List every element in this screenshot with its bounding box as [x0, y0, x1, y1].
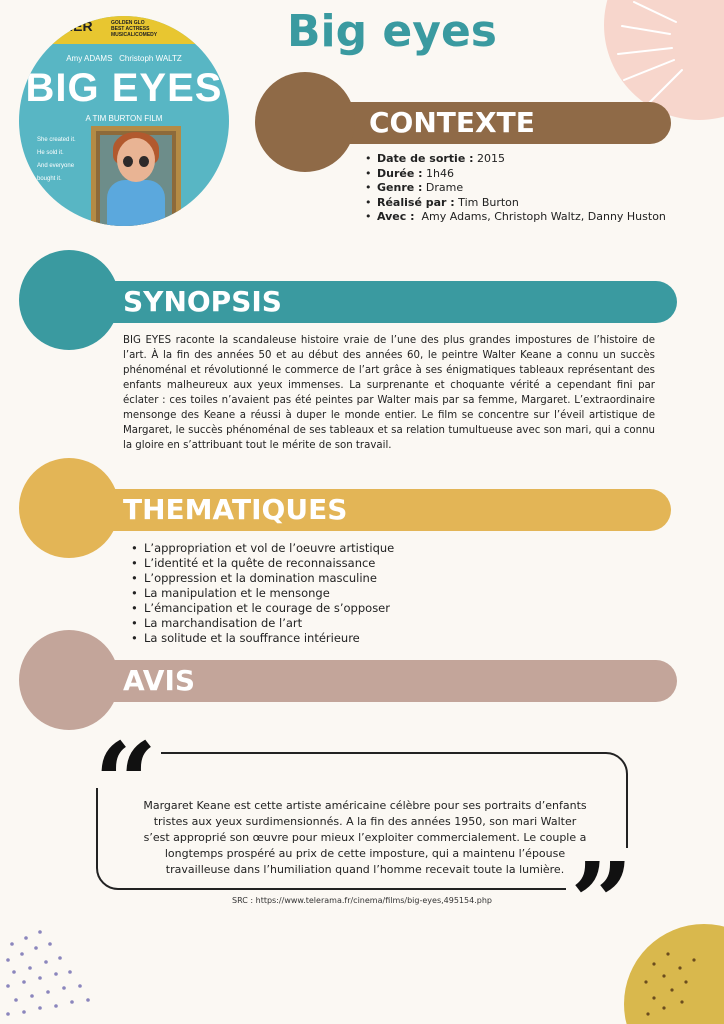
- page-title: Big eyes: [287, 6, 497, 57]
- poster-tagline: She created it. He sold it. And everyone bought it.: [37, 137, 76, 182]
- poster-title: BIG EYES: [25, 66, 223, 110]
- list-item: • L’identité et la quête de reconnaissance: [130, 556, 394, 571]
- list-item: • Durée : 1h46: [363, 167, 666, 182]
- movie-poster: [19, 16, 229, 226]
- list-item: • L’oppression et la domination masculine: [130, 571, 394, 586]
- poster-band-award: GOLDEN GLO BEST ACTRESS MUSICAL/COMEDY: [111, 20, 158, 38]
- list-item: • L’appropriation et vol de l’oeuvre artistique: [130, 541, 394, 556]
- decorative-dotted-circle: [624, 924, 724, 1024]
- list-item: • La marchandisation de l’art: [130, 616, 394, 631]
- list-item: • Genre : Drame: [363, 181, 666, 196]
- list-item: • L’émancipation et le courage de s’opposer: [130, 601, 394, 616]
- thematiques-list: [130, 541, 394, 646]
- poster-cast-2: Christoph WALTZ: [119, 54, 182, 63]
- poster-girl-eye: [139, 156, 149, 167]
- contexte-heading: CONTEXTE: [369, 106, 535, 139]
- list-item: • Avec : Amy Adams, Christoph Waltz, Danny Huston: [363, 210, 666, 225]
- poster-band-left: NER: [63, 18, 93, 34]
- poster-girl-dress: [107, 180, 165, 226]
- avis-quote-text: Margaret Keane est cette artiste américaine célèbre pour ses portraits d’enfants tristes aux yeux surdimensionnés. A la fin des années 1950, son mari Walter s’est approprié son œuvre pour mieux l’exploiter commercialement. Le couple a longtemps prospéré au prix de cette imposture, qui a maintenu l’épouse travailleuse dans l’humiliation quand l’homme recevait toute la lumière.: [143, 799, 587, 876]
- poster-band-right: AMY: [179, 20, 206, 34]
- list-item: • La solitude et la souffrance intérieure: [130, 631, 394, 646]
- avis-circle: [19, 630, 119, 730]
- synopsis-heading: SYNOPSIS: [123, 285, 282, 318]
- list-item: • Date de sortie : 2015: [363, 152, 666, 167]
- open-quote-icon: “: [94, 728, 161, 788]
- list-item: • Réalisé par : Tim Burton: [363, 196, 666, 211]
- poster-cast: [19, 54, 229, 63]
- synopsis-circle: [19, 250, 119, 350]
- poster-girl-eye: [123, 156, 133, 167]
- thematiques-circle: [19, 458, 119, 558]
- thematiques-heading: THEMATIQUES: [123, 493, 348, 526]
- decorative-dots-pattern: [0, 914, 110, 1024]
- poster-cast-1: Amy ADAMS: [66, 54, 113, 63]
- avis-heading: AVIS: [123, 664, 196, 697]
- close-quote-icon: ”: [566, 848, 637, 908]
- contexte-facts-list: [363, 152, 666, 225]
- synopsis-text: BIG EYES raconte la scandaleuse histoire vraie de l’une des plus grandes impostures de l’histoire de l’art. À la fin des années 50 et au début des années 60, le peintre Walter Keane a connu un succès phénoménal et révolutionné le commerce de l’art grâce à ses énigmatiques tableaux représentant des enfants malheureux aux yeux immenses. La surprenante et choquante vérité a cependant fini par éclater : ces toiles n’avaient pas été peintes par Walter mais par sa femme, Margaret. L’extraordinaire mensonge des Keane a réussi à duper le monde entier. Le film se concentre sur l’éveil artistique de Margaret, le succès phénoménal de ses tableaux et sa relation tumultueuse avec son mari, qui a connu la gloire en s’attribuant tout le mérite de son travail.: [123, 335, 655, 451]
- contexte-circle: [255, 72, 355, 172]
- list-item: • La manipulation et le mensonge: [130, 586, 394, 601]
- poster-director: A TIM BURTON FILM: [85, 114, 163, 123]
- source-citation: SRC : https://www.telerama.fr/cinema/films/big-eyes,495154.php: [232, 896, 492, 905]
